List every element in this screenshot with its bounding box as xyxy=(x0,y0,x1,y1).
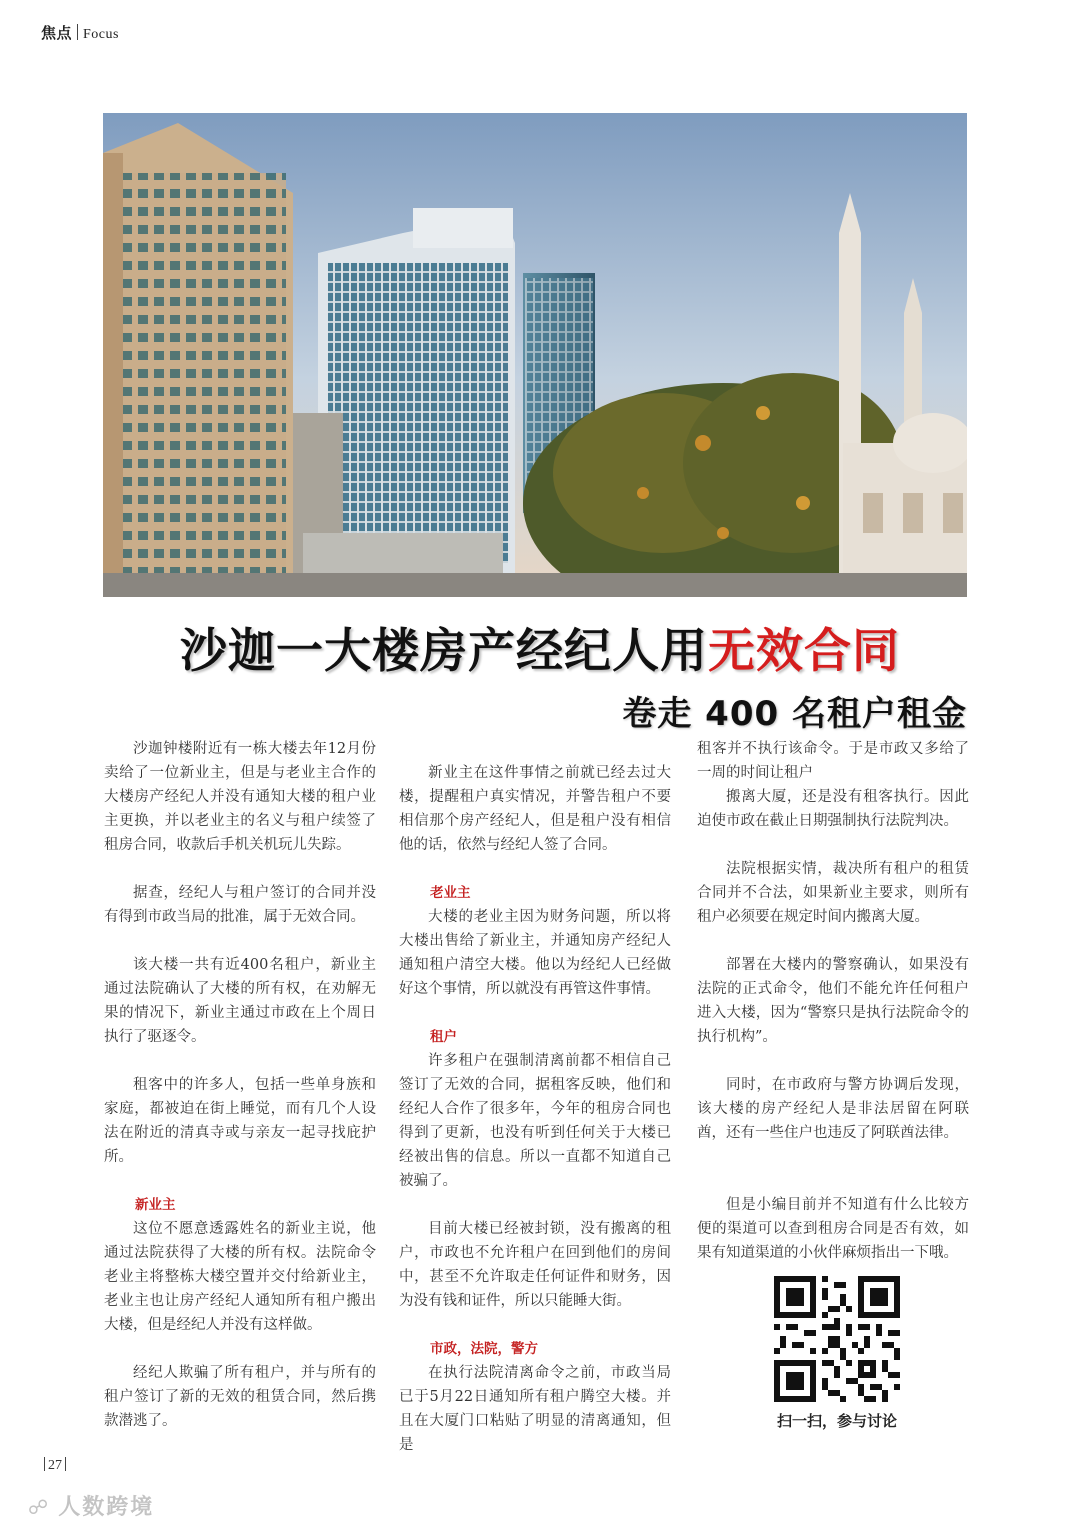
paragraph: 搬离大厦，还是没有租客执行。因此迫使市政在截止日期强制执行法院判决。 xyxy=(697,789,969,829)
page-number-bar xyxy=(44,1457,45,1471)
article-subtitle: 卷走 400 名租户租金 xyxy=(622,694,967,734)
qr-caption: 扫一扫，参与讨论 xyxy=(776,1412,897,1430)
paragraph: 目前大楼已经被封锁，没有搬离的租户，市政也不允许租户在回到他们的房间中，甚至不允许取走任何证件和财务，因为没有钱和证件，所以只能睡大街。 xyxy=(399,1221,671,1309)
photo-image xyxy=(103,113,967,597)
paragraph: 但是小编目前并不知道有什么比较方便的渠道可以查到租房合同是否有效，如果有知道渠道的小伙伴麻烦指出一下哦。 xyxy=(697,1197,969,1261)
section-heading-authorities: 市政，法院，警方 xyxy=(430,1341,538,1357)
paragraph: 在执行法院清离命令之前，市政当局已于5月22日通知所有租户腾空大楼。并且在大厦门口粘贴了明显的清离通知，但是 xyxy=(399,1365,671,1453)
paragraph: 许多租户在强制清离前都不相信自己签订了无效的合同，据租客反映，他们和经纪人合作了很多年，今年的租房合同也得到了更新，也没有听到任何关于大楼已经被出售的信息。所以一直都不知道自己被骗了。 xyxy=(399,1053,671,1189)
article-column-2 xyxy=(399,761,671,1457)
section-heading-old-owner: 老业主 xyxy=(430,885,471,901)
section-heading-new-owner: 新业主 xyxy=(135,1197,176,1213)
paragraph: 沙迦钟楼附近有一栋大楼去年12月份卖给了一位新业主，但是与老业主合作的大楼房产经纪人并没有通知大楼的租户业主更换，并以老业主的名义与租户续签了租房合同，收款后手机关机玩儿失踪。 xyxy=(104,741,376,853)
article-photo xyxy=(103,113,967,597)
header-divider xyxy=(77,24,78,40)
title-main: 沙迦一大楼房产经纪人用 xyxy=(180,624,708,679)
section-name-en: Focus xyxy=(83,27,119,42)
paragraph: 大楼的老业主因为财务问题，所以将大楼出售给了新业主，并通知房产经纪人通知租户清空大楼。他以为经纪人已经做好这个事情，所以就没有再管这件事情。 xyxy=(399,909,671,997)
paragraph: 经纪人欺骗了所有租户，并与所有的租户签订了新的无效的租赁合同，然后携款潜逃了。 xyxy=(104,1365,376,1429)
paragraph: 该大楼一共有近400名租户，新业主通过法院确认了大楼的所有权，在劝解无果的情况下，新业主通过市政在上个周日执行了驱逐令。 xyxy=(104,957,376,1045)
section-name: 焦点 xyxy=(41,24,73,42)
page-header xyxy=(41,22,119,43)
page-number-bar xyxy=(65,1457,66,1471)
page-number-value: 27 xyxy=(48,1458,62,1473)
watermark-logo-icon: ☍ xyxy=(28,1495,51,1519)
article-title xyxy=(0,622,1080,682)
section-heading-tenants: 租户 xyxy=(430,1029,457,1045)
page-number xyxy=(41,1457,69,1474)
qr-code-icon xyxy=(774,1276,900,1402)
paragraph: 租客并不执行该命令。于是市政又多给了一周的时间让租户 xyxy=(697,741,969,781)
title-highlight: 无效合同 xyxy=(708,624,900,679)
paragraph: 新业主在这件事情之前就已经去过大楼，提醒租户真实情况，并警告租户不要相信那个房产经纪人，但是租户没有相信他的话，依然与经纪人签了合同。 xyxy=(399,765,671,853)
watermark xyxy=(28,1490,154,1521)
qr-code[interactable] xyxy=(774,1276,900,1402)
paragraph: 据查，经纪人与租户签订的合同并没有得到市政当局的批准，属于无效合同。 xyxy=(104,885,376,925)
article-column-1 xyxy=(104,737,376,1433)
paragraph: 法院根据实情，裁决所有租户的租赁合同并不合法，如果新业主要求，则所有租户必须要在规定时间内搬离大厦。 xyxy=(697,861,969,925)
watermark-text: 人数跨境 xyxy=(58,1495,155,1520)
paragraph: 部署在大楼内的警察确认，如果没有法院的正式命令，他们不能允许任何租户进入大楼，因为“警察只是执行法院命令的执行机构”。 xyxy=(697,957,969,1045)
paragraph: 这位不愿意透露姓名的新业主说，他通过法院获得了大楼的所有权。法院命令老业主将整栋大楼空置并交付给新业主，老业主也让房产经纪人通知所有租户搬出大楼，但是经纪人并没有这样做。 xyxy=(104,1221,376,1333)
paragraph: 租客中的许多人，包括一些单身族和家庭，都被迫在街上睡觉，而有几个人设法在附近的清真寺或与亲友一起寻找庇护所。 xyxy=(104,1077,376,1165)
article-column-3 xyxy=(697,737,969,1265)
paragraph: 同时，在市政府与警方协调后发现，该大楼的房产经纪人是非法居留在阿联酋，还有一些住户也违反了阿联酋法律。 xyxy=(697,1077,969,1141)
